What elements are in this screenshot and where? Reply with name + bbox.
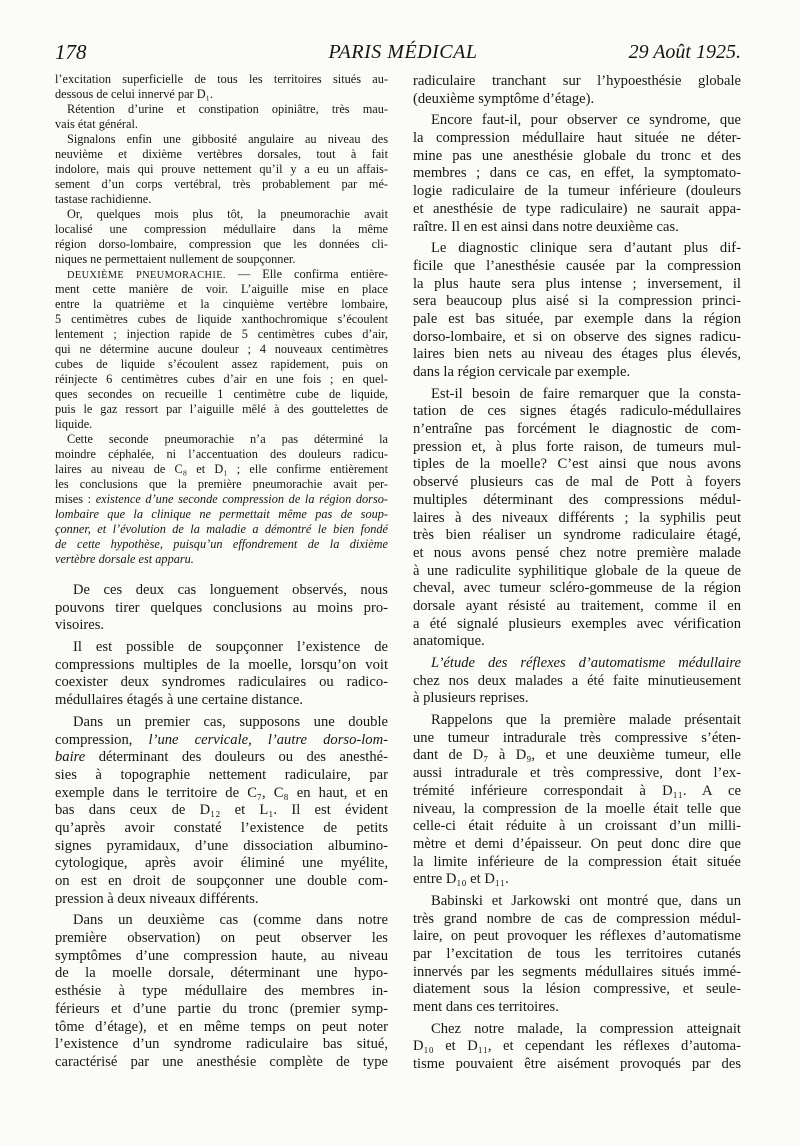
text-line bbox=[55, 522, 388, 537]
text-line: observé plusieurs cas de mal de Pott à foyers bbox=[413, 474, 741, 491]
text-line: indolore, mais qui prouve nettement qu’il y a eu un affais- bbox=[55, 162, 388, 176]
text-line bbox=[413, 655, 741, 673]
paragraph bbox=[55, 912, 388, 1071]
paragraph bbox=[55, 132, 388, 207]
text-line: la limite inférieure de la compression était située bbox=[413, 853, 741, 870]
text-line bbox=[55, 552, 388, 567]
italic-text: vertèbre dorsale est apparu. bbox=[55, 552, 194, 566]
paragraph bbox=[55, 714, 388, 909]
text-line: puis le gaz ressort par l’aiguille mêlé à des gouttelettes de bbox=[55, 402, 388, 416]
text-line: De ces deux cas longuement observés, nous bbox=[73, 582, 388, 598]
paragraph bbox=[55, 207, 388, 267]
text-line: première observation) on peut observer les bbox=[55, 930, 388, 947]
text-line: laire, on peut provoquer les réflexes d’automatisme bbox=[413, 928, 741, 945]
left-column bbox=[55, 582, 388, 1072]
text-span: déterminant des douleurs ou des anesthé- bbox=[85, 749, 388, 766]
paragraph bbox=[413, 240, 741, 382]
text-line: Est-il besoin de faire remarquer que la consta- bbox=[431, 385, 741, 402]
text-line: laires au niveau de C₈ et D₁ ; elle confirme entièrement bbox=[55, 462, 388, 476]
paragraph bbox=[55, 267, 388, 432]
text-line: par l’excitation de tous les territoires cutanés bbox=[413, 946, 741, 962]
text-line bbox=[55, 492, 388, 507]
text-line: cytologique, après avoir éliminé une myélite, bbox=[55, 855, 388, 872]
text-line: tiples de la moelle? C’est ainsi que nous avons bbox=[413, 456, 741, 473]
text-line: logie radiculaire de la tumeur inférieure (douleurs bbox=[413, 183, 741, 200]
italic-text: çonner, et l’évolution de la maladie a démontré le bien fondé bbox=[55, 522, 388, 536]
paragraph bbox=[413, 386, 741, 651]
text-line: une tumeur intradurale très compressive s’éten- bbox=[413, 729, 741, 746]
right-column bbox=[413, 73, 741, 1074]
text-line: Encore faut-il, pour observer ce syndrome, que bbox=[431, 112, 741, 129]
text-line: à plusieurs reprises. bbox=[413, 690, 529, 707]
text-line: ment dans ces territoires. bbox=[413, 999, 559, 1016]
text-line: dorsale ayant résisté au traitement, comme il en bbox=[413, 597, 741, 614]
text-span: mises : bbox=[55, 492, 96, 506]
text-line: radiculaire tranchant sur l’hypoesthésie globale bbox=[413, 73, 741, 89]
italic-text: L’étude des réflexes d’automatisme médullaire bbox=[431, 655, 741, 671]
text-line: très grand nombre de cas de compression médul- bbox=[413, 910, 741, 927]
text-line: a été signalé plusieurs exemples avec vérification bbox=[413, 615, 741, 632]
journal-title: PARIS MÉDICAL bbox=[328, 41, 478, 63]
text-line: région dorso-lombaire, compression que les données cli- bbox=[55, 237, 388, 251]
text-line: très bien réaliser un syndrome radiculaire étagé, bbox=[413, 527, 741, 544]
text-line: pouvons tirer quelques conclusions au moins pro- bbox=[55, 599, 388, 616]
text-line: entre D₁₀ et D₁₁. bbox=[413, 871, 509, 888]
text-line: compressions multiples de la moelle, lorsqu’on voit bbox=[55, 656, 388, 673]
text-line: ficile que l’anesthésie causée par la compression bbox=[413, 257, 741, 274]
text-line: Dans un deuxième cas (comme dans notre bbox=[73, 912, 388, 929]
text-line: symptômes d’une compression haute, au niveau bbox=[55, 947, 388, 964]
text-line: celle-ci était réduite à un croissant d’un milli- bbox=[413, 818, 741, 835]
paragraph bbox=[413, 73, 741, 108]
text-line: Rappelons que la première malade présentait bbox=[431, 712, 741, 729]
text-line: tastase rachidienne. bbox=[55, 192, 152, 206]
text-line bbox=[55, 732, 388, 750]
text-line: les conclusions que la première pneumorachie avait per- bbox=[55, 477, 388, 491]
text-line: 5 centimètres cubes de liquide xanthochromique s’écoulent bbox=[55, 312, 388, 326]
text-line bbox=[55, 507, 388, 522]
text-line: visoires. bbox=[55, 617, 105, 634]
page-number: 178 bbox=[55, 40, 87, 64]
text-line: Chez notre malade, la compression atteignait bbox=[431, 1020, 741, 1037]
paragraph bbox=[413, 112, 741, 236]
italic-text: baire bbox=[55, 749, 86, 766]
text-line: raître. Il en est ainsi dans notre deuxième cas. bbox=[413, 218, 679, 235]
text-line: de la moelle dorsale, déterminant une hypo- bbox=[55, 965, 388, 982]
text-line: Babinski et Jarkowski ont montré que, dans un bbox=[431, 892, 741, 909]
text-line: exemple dans le territoire de C₇, C₈ en haut, et en bbox=[55, 784, 388, 801]
text-line: l’excitation superficielle de tous les territoires situés au- bbox=[55, 72, 388, 86]
text-line: à une radiculite syphilitique globale de la queue de bbox=[413, 562, 741, 579]
text-line: Cette seconde pneumorachie n’a pas déterminé la bbox=[67, 432, 388, 446]
text-line: tôme d’étage), et en même temps on peut noter bbox=[55, 1018, 388, 1035]
text-line: Le diagnostic clinique sera d’autant plus dif- bbox=[431, 240, 741, 257]
text-line: sies à topographie nettement radiculaire, par bbox=[55, 766, 388, 783]
text-line: moindre céphalée, ni l’accentuation des douleurs radicu- bbox=[55, 447, 388, 461]
paragraph bbox=[413, 893, 741, 1017]
text-line: pression à deux niveaux différents. bbox=[55, 890, 259, 907]
text-line: qui ne détermine aucune douleur ; 4 nouveaux centimètres bbox=[55, 342, 388, 356]
text-line: pale est bas située, par exemple dans la région bbox=[413, 310, 741, 327]
text-line bbox=[55, 749, 388, 767]
text-line: mine pas une anesthésie globale du tronc et des bbox=[413, 147, 741, 164]
text-line: signes pyramidaux, d’une dissociation albumino- bbox=[55, 837, 388, 854]
italic-text: existence d’une seconde compression de la région dorso- bbox=[95, 492, 388, 506]
text-line: qu’après avoir constaté l’existence de petits bbox=[55, 819, 388, 836]
paragraph bbox=[55, 102, 388, 132]
text-line: esthésie à type médullaire des membres in- bbox=[55, 983, 388, 1000]
text-span: compression, bbox=[55, 731, 149, 748]
text-line: cheval, avec tumeur scléro-gommeuse de la région bbox=[413, 580, 741, 597]
paragraph bbox=[55, 72, 388, 102]
text-line: caractérisé par une anesthésie complète de type bbox=[55, 1053, 388, 1070]
issue-date: 29 Août 1925. bbox=[628, 41, 741, 63]
text-line bbox=[55, 267, 388, 282]
section-heading: DEUXIÈME PNEUMORACHIE. bbox=[67, 270, 226, 281]
text-line: trémité inférieure correspondait à D₁₁. A ce bbox=[413, 782, 741, 799]
text-line: réinjecte 6 centimètres cubes d’air en une fois ; en quel- bbox=[55, 372, 388, 386]
text-line: n’entraîne pas forcément le diagnostic de com- bbox=[413, 421, 741, 438]
text-line: ques secondes on recueille 1 centimètre cube de liquide, bbox=[55, 387, 388, 401]
text-line bbox=[55, 537, 388, 552]
text-line: médullaires étagés à une certaine distance. bbox=[55, 692, 303, 709]
text-line: chez nos deux malades a été faite minutieusement bbox=[413, 672, 741, 689]
italic-text: l’une cervicale, l’autre dorso-lom- bbox=[148, 731, 388, 748]
text-line: dant de D₇ à D₉, et une deuxième tumeur, elle bbox=[413, 747, 741, 764]
text-line: neuvième et dixième vertèbres dorsales, tout à fait bbox=[55, 147, 388, 161]
text-line: cubes de liquide s’écoulent assez rapidement, puis on bbox=[55, 357, 388, 371]
paragraph bbox=[413, 655, 741, 708]
paragraph bbox=[413, 712, 741, 889]
paragraph bbox=[413, 1021, 741, 1074]
text-line: tation de ces signes étagés radiculo-médullaires bbox=[413, 403, 741, 420]
text-line: localisé une compression médullaire dans la même bbox=[55, 222, 388, 236]
italic-text: de cette hypothèse, puisqu’un effondrement de la dixième bbox=[55, 537, 388, 551]
text-line: laires à des niveaux différents ; la syphilis peut bbox=[413, 509, 741, 526]
text-line: innervés par les segments médullaires situés immé- bbox=[413, 963, 741, 980]
text-line: et nous avons pensé chez notre première malade bbox=[413, 544, 741, 561]
text-line: tisme pouvaient être aisément provoqués par des bbox=[413, 1056, 741, 1073]
italic-text: lombaire que la clinique ne permettait même pas de soup- bbox=[55, 507, 388, 521]
text-line: diatement sous la lésion compressive, et seule- bbox=[413, 981, 741, 998]
text-line: multiples déterminant des compressions médul- bbox=[413, 491, 741, 508]
text-line: la plus haute sera plus intense ; inversement, il bbox=[413, 275, 741, 292]
text-line: membres ; dans ce cas, en effet, la symptomato- bbox=[413, 165, 741, 182]
paragraph bbox=[55, 432, 388, 567]
text-line: entre la quatrième et la cinquième vertèbre lombaire, bbox=[55, 297, 388, 311]
text-line: Rétention d’urine et constipation opiniâtre, très mau- bbox=[67, 102, 388, 116]
text-line: et anesthésie de type radiculaire) ne saurait appa- bbox=[413, 200, 741, 217]
text-line: dessous de celui innervé par D₁. bbox=[55, 87, 213, 101]
text-line: dorso-lombaire, et si on observe des signes radicu- bbox=[413, 328, 741, 345]
text-line: on est en droit de soupçonner une double com- bbox=[55, 873, 388, 889]
text-line: pression et, à plus forte raison, de tumeurs mul- bbox=[413, 438, 741, 455]
text-line: bas dans ceux de D₁₂ et L₁. Il est évident bbox=[55, 802, 388, 819]
paragraph bbox=[55, 639, 388, 710]
text-line: sement d’un corps vertébral, très probablement par mé- bbox=[55, 177, 388, 191]
text-line: vais état général. bbox=[55, 117, 138, 131]
text-line: niveau, la compression de la moelle était telle que bbox=[413, 800, 741, 817]
text-line: anatomique. bbox=[413, 633, 485, 650]
text-line: liquide. bbox=[55, 417, 93, 431]
text-line: Signalons enfin une gibbosité angulaire au niveau des bbox=[67, 132, 388, 146]
text-line: (deuxième symptôme d’étage). bbox=[413, 90, 595, 107]
text-line: la compression médullaire haut située ne déter- bbox=[413, 130, 741, 147]
text-line: Il est possible de soupçonner l’existence de bbox=[73, 639, 388, 656]
text-line: aussi intradurale et très compressive, dont l’ex- bbox=[413, 765, 741, 782]
text-line: niques ne permettaient nullement de soupçonner. bbox=[55, 252, 296, 266]
text-line: férieurs et d’une partie du tronc (premier symp- bbox=[55, 1000, 388, 1017]
text-line: dans la région cervicale par exemple. bbox=[413, 364, 631, 380]
text-line: lentement ; injection rapide de 5 centimètres cubes d’air, bbox=[55, 327, 388, 341]
text-line: Dans un premier cas, supposons une double bbox=[73, 713, 388, 730]
text-line: mètre et demi d’épaisseur. On peut donc dire que bbox=[413, 835, 741, 852]
text-line: ment cette manière de voir. L’aiguille mise en place bbox=[55, 282, 388, 296]
text-line: l’existence d’un syndrome radiculaire bas situé, bbox=[55, 1036, 388, 1053]
text-line: laires bien nets au niveau des étages plus élevés, bbox=[413, 346, 741, 363]
text-span: — Elle confirma entière- bbox=[225, 267, 388, 281]
text-line: coexister deux syndromes radiculaires ou radico- bbox=[55, 674, 388, 691]
case-notes bbox=[55, 72, 388, 567]
paragraph bbox=[55, 582, 388, 635]
text-line: D₁₀ et D₁₁, et cependant les réflexes d’automa- bbox=[413, 1038, 741, 1055]
text-line: Or, quelques mois plus tôt, la pneumorachie avait bbox=[67, 207, 388, 221]
text-line: sera beaucoup plus aisé si la compression princi- bbox=[413, 293, 741, 310]
page-header bbox=[55, 38, 741, 66]
